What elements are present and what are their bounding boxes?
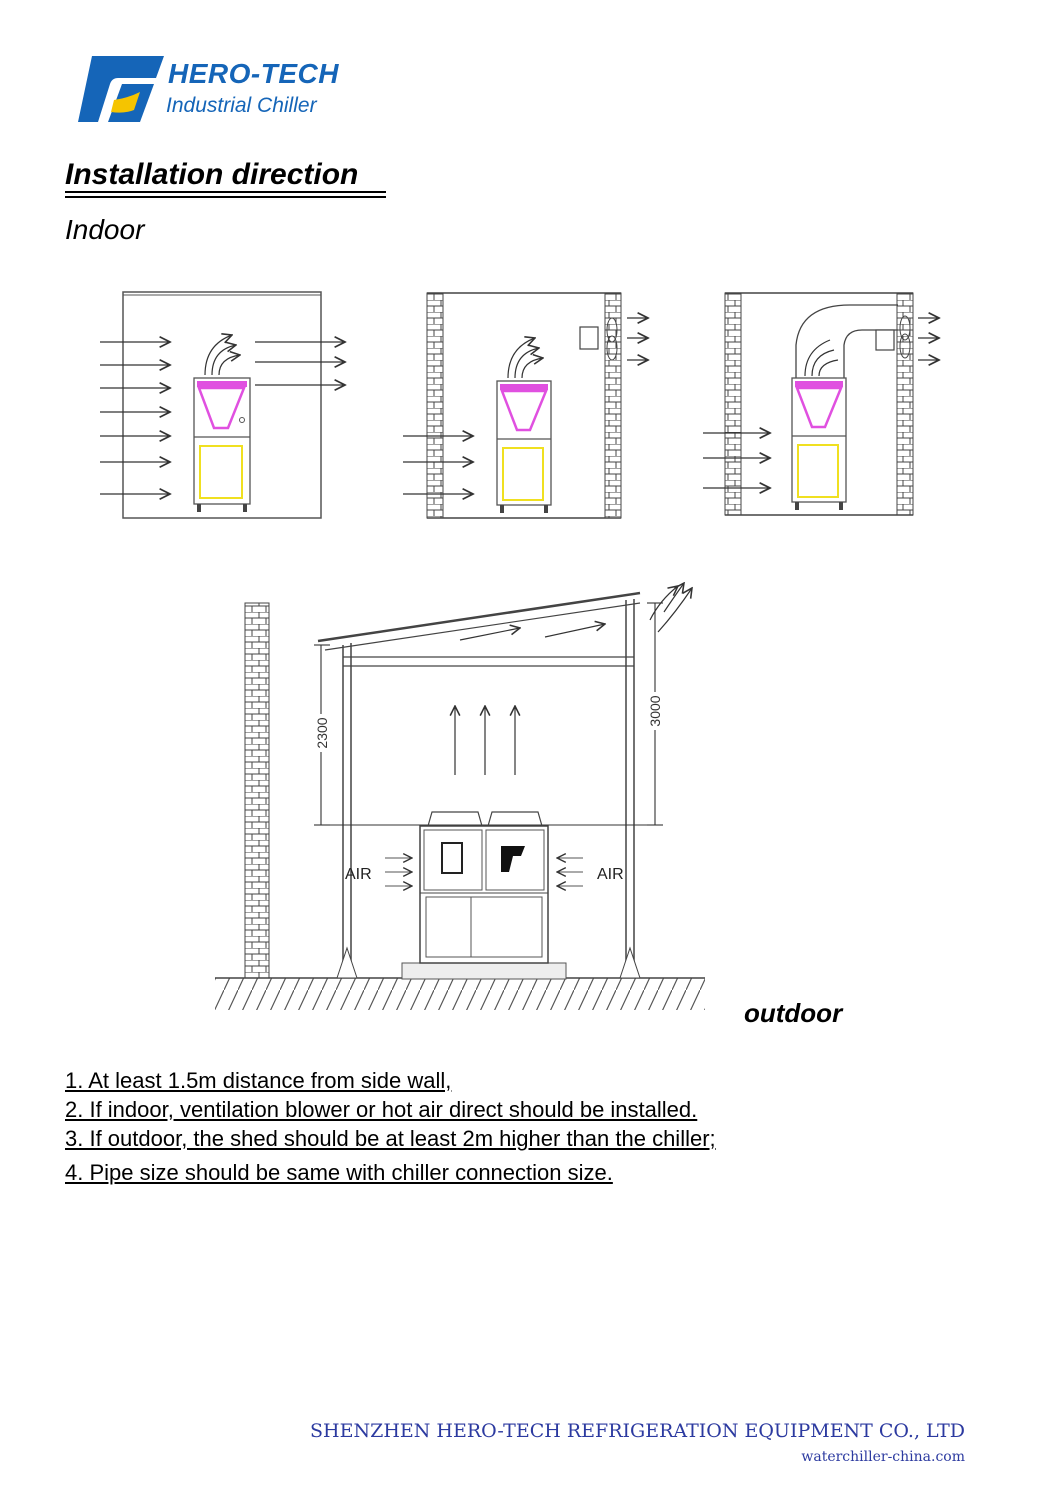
indoor-diagram-wall-fan — [403, 293, 648, 518]
air-label-right: AIR — [597, 866, 624, 883]
brand-tagline: Industrial Chiller — [166, 94, 317, 117]
footer-company-name: SHENZHEN HERO-TECH REFRIGERATION EQUIPMENT CO., LTD — [310, 1420, 965, 1442]
brand-name: HERO-TECH — [168, 58, 339, 89]
air-label-left: AIR — [345, 866, 372, 883]
section-indoor-heading: Indoor — [65, 214, 145, 245]
indoor-diagram-open-room — [100, 292, 345, 518]
chiller-unit-icon — [194, 378, 250, 512]
dimension-label-right — [647, 692, 663, 730]
note-item: 3. If outdoor, the shed should be at least 2m higher than the chiller; — [65, 1126, 716, 1151]
dimension-label-left — [314, 714, 330, 752]
note-item: 1. At least 1.5m distance from side wall, — [65, 1068, 452, 1093]
indoor-diagram-air-duct — [703, 293, 939, 515]
page-title: Installation direction — [65, 158, 359, 191]
note-item: 4. Pipe size should be same with chiller connection size. — [65, 1160, 613, 1185]
svg-text:2300: 2300 — [314, 717, 330, 749]
note-item: 2. If indoor, ventilation blower or hot air direct should be installed. — [65, 1097, 698, 1122]
footer-website: waterchiller-china.com — [801, 1449, 965, 1465]
chiller-unit-icon — [792, 378, 846, 510]
svg-text:3000: 3000 — [647, 695, 663, 727]
outdoor-chiller-unit-icon — [402, 812, 566, 979]
chiller-unit-icon — [497, 381, 551, 513]
section-outdoor-heading: outdoor — [744, 998, 843, 1028]
outdoor-diagram-shed — [215, 583, 705, 1010]
